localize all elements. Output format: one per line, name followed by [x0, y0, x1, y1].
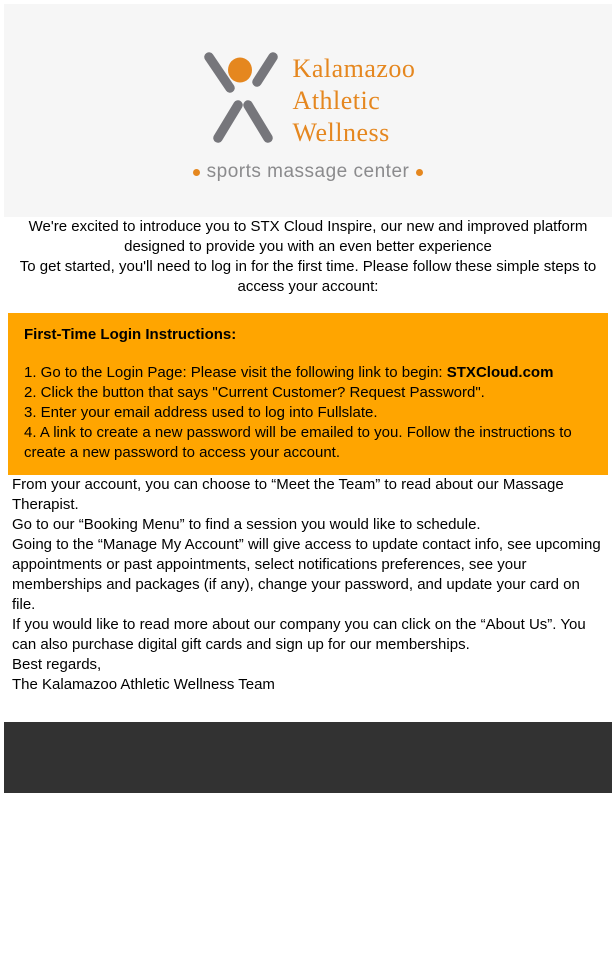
regards-line: Best regards,: [12, 656, 102, 673]
tagline-left-dot-icon: [193, 169, 200, 176]
stxcloud-link[interactable]: STXCloud.com: [446, 364, 554, 381]
intro-paragraph-1: We're excited to introduce you to STX Cloud Inspire, our new and improved platform designed to provide you with an even better experience: [28, 218, 588, 255]
instruction-step-4: 4. A link to create a new password will be emailed to you. Follow the instructions to create a new password to access your account.: [24, 424, 572, 461]
footer-bar: [4, 722, 612, 793]
email-body: [0, 217, 616, 695]
tagline-right-dot-icon: [416, 169, 423, 176]
brand-line-2: Athletic: [292, 86, 381, 115]
logo: [4, 51, 612, 149]
instruction-step-2: 2. Click the button that says "Current Customer? Request Password".: [24, 384, 485, 401]
tagline-text: sports massage center: [206, 161, 410, 182]
brand-line-1: Kalamazoo: [292, 54, 416, 83]
instructions-steps: [24, 363, 592, 463]
meet-team-paragraph: From your account, you can choose to “Meet the Team” to read about our Massage Therapist.: [12, 476, 564, 513]
email-page: [0, 4, 616, 793]
jumping-figure-icon: [201, 51, 281, 143]
about-us-paragraph: If you would like to read more about our company you can click on the “About Us”. You can also purchase digital gift cards and sign up for our memberships.: [12, 616, 586, 653]
instructions-title: First-Time Login Instructions:: [24, 326, 237, 343]
manage-account-paragraph: Going to the “Manage My Account” will give access to update contact info, see upcoming appointments or past appointments, select notifications preferences, see your memberships and packages (if any), change your password, and update your card on file.: [12, 536, 601, 613]
step-1-text: 1. Go to the Login Page: Please visit the following link to begin:: [24, 364, 447, 381]
intro-paragraph-2: To get started, you'll need to log in for the first time. Please follow these simple steps to access your account:: [19, 258, 597, 295]
brand-tagline: [4, 161, 612, 183]
login-instructions-box: [8, 313, 608, 475]
signature-line: The Kalamazoo Athletic Wellness Team: [12, 676, 275, 693]
instruction-step-3: 3. Enter your email address used to log into Fullslate.: [24, 404, 378, 421]
instruction-step-1: [24, 363, 592, 383]
booking-menu-paragraph: Go to our “Booking Menu” to find a session you would like to schedule.: [12, 516, 481, 533]
header-banner: [4, 4, 612, 217]
brand-wordmark: [293, 51, 416, 149]
brand-line-3: Wellness: [292, 118, 390, 147]
